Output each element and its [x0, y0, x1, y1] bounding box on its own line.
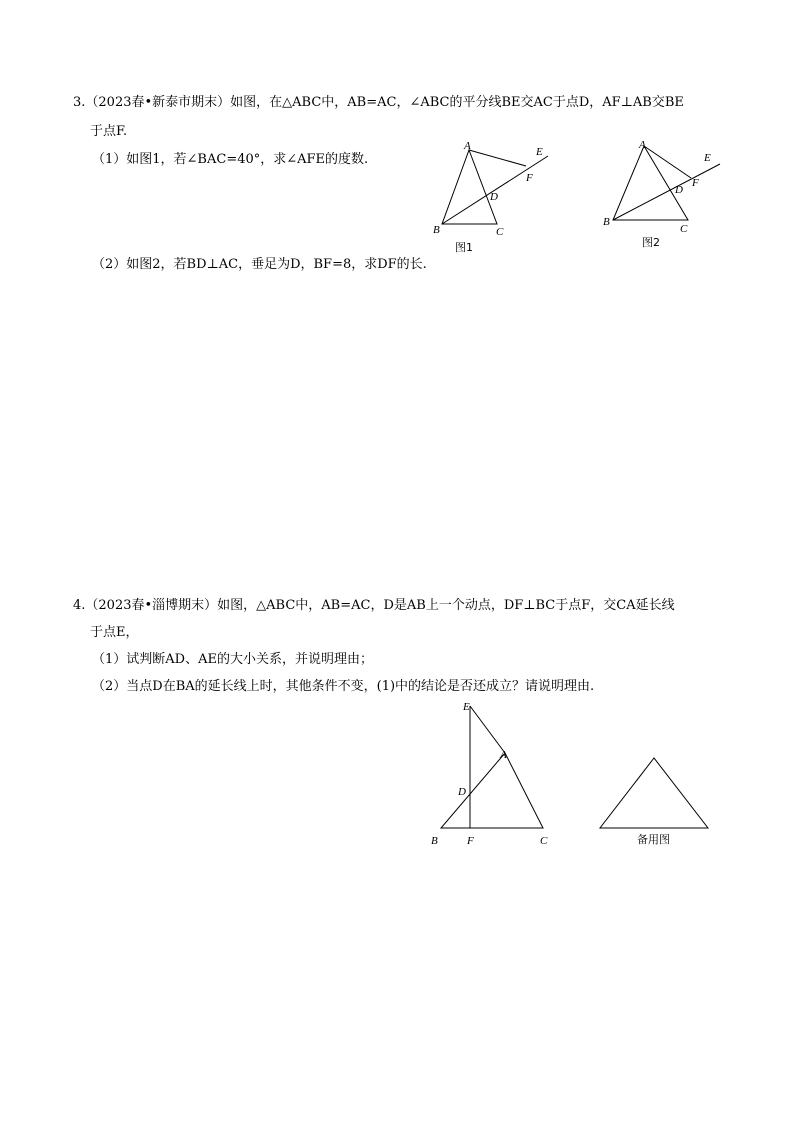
q4-figure-main — [425, 698, 560, 850]
fig2-label-b: B — [603, 216, 610, 228]
fig2-bisector-be — [613, 164, 720, 220]
spare-caption: 备用图 — [637, 833, 670, 846]
fig1-label-f: F — [526, 172, 533, 184]
fig2-label-e: E — [704, 152, 711, 164]
fig1-segment-af — [469, 150, 526, 166]
fig1-bisector-be — [442, 156, 548, 224]
q4-label-d: D — [458, 786, 466, 798]
fig2-caption: 图2 — [642, 236, 660, 249]
fig1-label-c: C — [496, 226, 504, 238]
q4-extension-ca — [470, 706, 505, 753]
q3-figure-1 — [425, 136, 560, 258]
q3-part2: （2）如图2，若BD⊥AC，垂足为D，BF=8，求DF的长. — [92, 257, 427, 272]
q4-part2: （2）当点D在BA的延长线上时，其他条件不变，(1)中的结论是否还成立？请说明理由. — [92, 679, 595, 694]
q4-label-b: B — [431, 835, 438, 847]
fig2-label-a: A — [639, 139, 646, 151]
fig1-triangle-abc — [442, 150, 497, 224]
q3-part1: （1）如图1，若∠BAC=40°，求∠AFE的度数. — [92, 152, 369, 167]
fig1-label-a: A — [464, 140, 471, 152]
fig1-label-e: E — [536, 146, 543, 158]
spare-triangle — [600, 758, 708, 828]
fig1-label-d: D — [490, 191, 498, 203]
q4-label-a: A — [500, 749, 507, 761]
fig2-label-f: F — [692, 177, 699, 189]
fig2-label-d: D — [675, 184, 683, 196]
q3-stem-line2: 于点F. — [90, 124, 128, 139]
q4-stem-line1: 4.（2023春•淄博期末）如图，△ABC中，AB=AC，D是AB上一个动点，DF⊥BC于点F，交CA延长线 — [73, 598, 675, 613]
fig2-triangle-abc — [613, 146, 688, 220]
q3-figure-2 — [598, 136, 728, 252]
q4-label-f: F — [467, 835, 474, 847]
q4-stem-line2: 于点E， — [90, 625, 139, 640]
fig1-label-b: B — [433, 224, 440, 236]
q4-label-c: C — [540, 835, 548, 847]
q4-triangle-abc — [441, 753, 543, 828]
q4-figure-spare — [595, 752, 715, 850]
fig2-label-c: C — [680, 223, 688, 235]
fig2-segment-af — [644, 146, 691, 178]
q4-label-e: E — [463, 701, 470, 713]
q4-part1: （1）试判断AD、AE的大小关系，并说明理由； — [92, 652, 373, 667]
fig1-caption: 图1 — [455, 241, 473, 254]
q3-stem-line1: 3.（2023春•新泰市期末）如图，在△ABC中，AB=AC，∠ABC的平分线BE交AC于点D，AF⊥AB交BE — [73, 95, 684, 110]
